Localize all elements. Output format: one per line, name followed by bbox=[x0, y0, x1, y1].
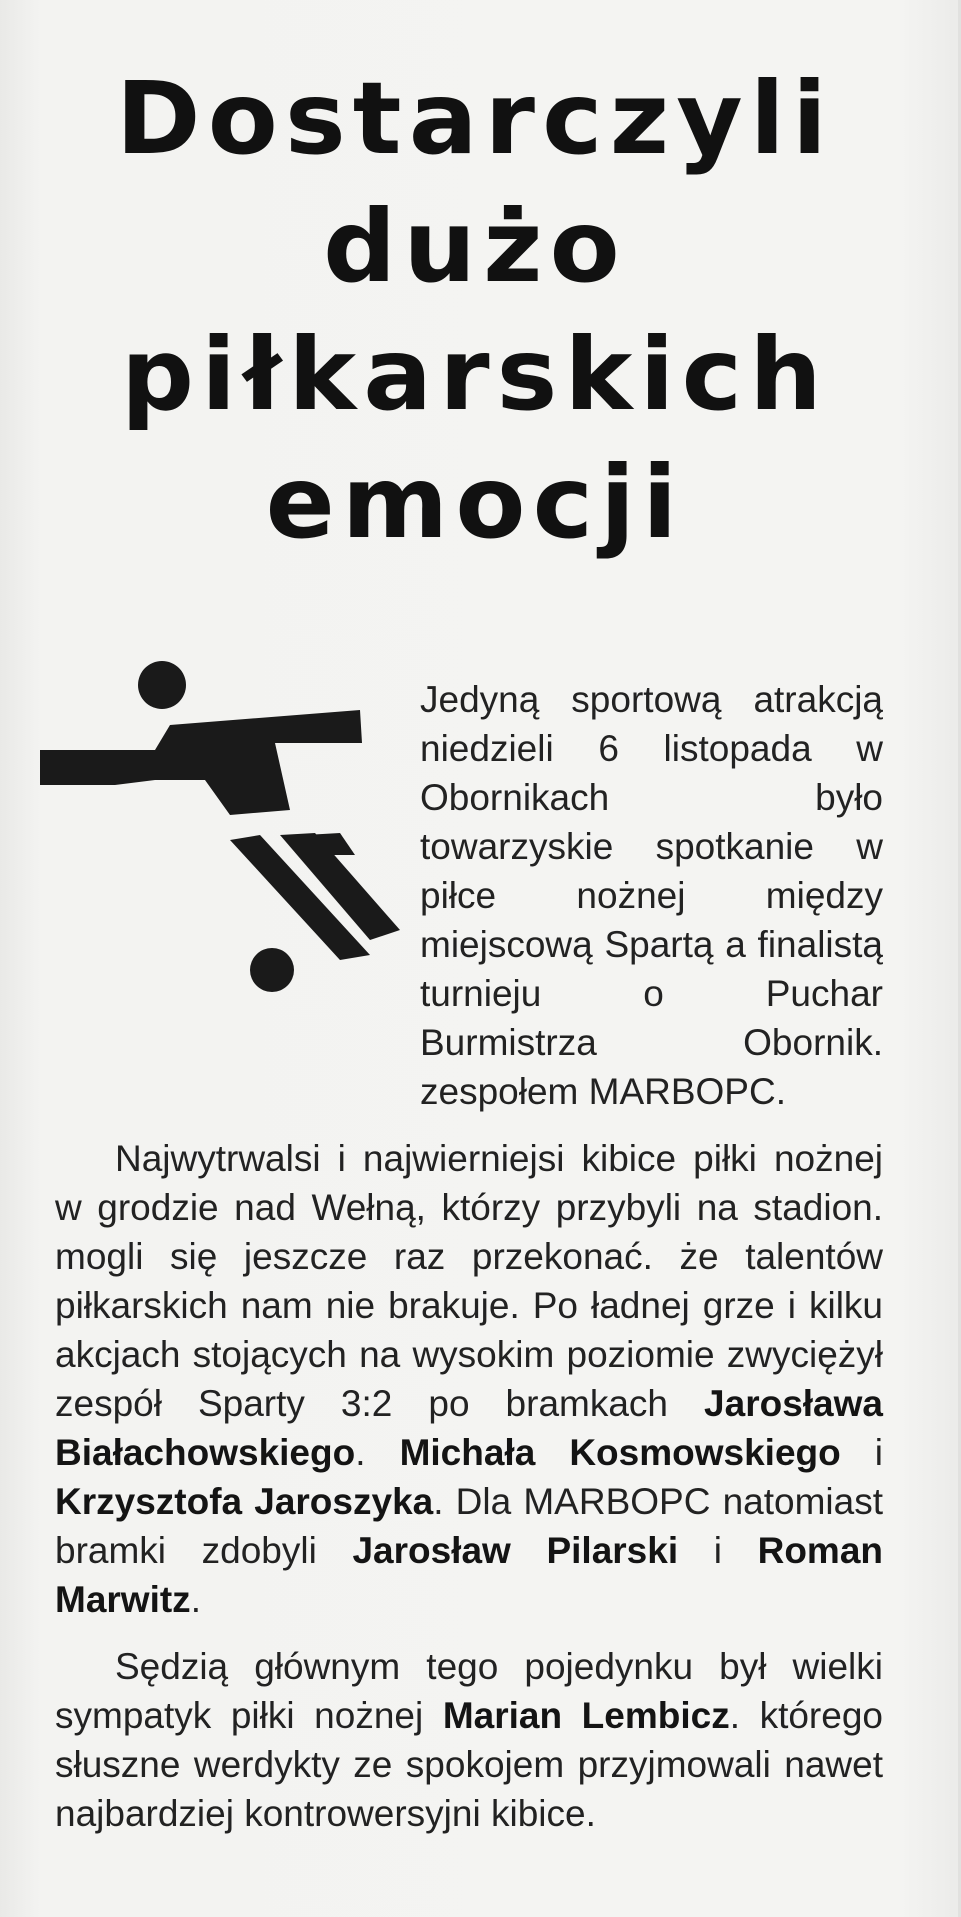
figure-space bbox=[55, 675, 420, 1070]
headline bbox=[52, 55, 899, 567]
paragraph-3 bbox=[55, 1642, 883, 1838]
paragraph-1-text: Jedyną sportową atrakcją niedzieli 6 listopada w Obornikach było towarzyskie spotkanie w piłce nożnej między miejscową Spartą a finalistą turnieju o Puchar Burmistrza Obornik. zespołem MARBOPC. bbox=[420, 679, 883, 1112]
paragraph-2-text-a: Najwytrwalsi i najwierniejsi kibice piłki nożnej w grodzie nad Wełną, którzy przybyli na stadion. mogli się jeszcze raz przekonać. że talentów piłkarskich nam nie brakuje. Po ładnej grze i kilku akcjach stojących na wysokim poziomie zwyciężył zespół Sparty 3:2 po bramkach bbox=[55, 1138, 883, 1424]
paragraph-3-text-b: . którego słuszne werdykty ze spokojem przyjmowali nawet najbardziej kontrowersyjni kibice. bbox=[55, 1695, 883, 1834]
article-body bbox=[55, 675, 883, 1856]
paragraph-2-text-b: . Dla MARBOPC natomiast bramki zdobyli bbox=[55, 1481, 883, 1571]
headline-line-2: dużo bbox=[323, 188, 627, 305]
headline-line-1: Dostarczyli bbox=[115, 60, 835, 177]
paragraph-2 bbox=[55, 1134, 883, 1624]
headline-line-3: piłkarskich bbox=[121, 316, 829, 433]
separator-1: . bbox=[355, 1432, 400, 1473]
referee-name: Marian Lembicz bbox=[442, 1695, 730, 1736]
headline-line-4: emocji bbox=[265, 444, 685, 561]
paragraph-3-text-a: Sędzią głównym tego pojedynku był wielki sympatyk piłki nożnej bbox=[55, 1646, 883, 1736]
separator-3: i bbox=[678, 1530, 758, 1571]
scorer-2: Michała Kosmowskiego bbox=[399, 1432, 841, 1473]
scorer-1: Jarosława Białachowskiego bbox=[55, 1383, 883, 1473]
scorer-3: Krzysztofa Jaroszyka bbox=[55, 1481, 434, 1522]
separator-2: i bbox=[840, 1432, 884, 1473]
scorer-4: Jarosław Pilarski bbox=[352, 1530, 679, 1571]
scorer-5: Roman Marwitz bbox=[55, 1530, 883, 1620]
paragraph-2-text-c: . bbox=[190, 1579, 201, 1620]
